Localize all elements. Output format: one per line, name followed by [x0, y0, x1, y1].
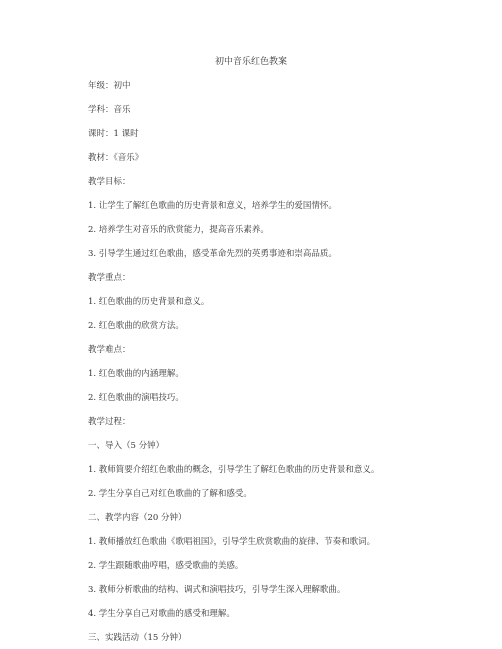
goal-item: 1. 让学生了解红色歌曲的历史背景和意义，培养学生的爱国情怀。 — [88, 201, 337, 211]
section-heading: 一、导入（5 分钟） — [88, 441, 165, 451]
step-item: 2. 学生分享自己对红色歌曲的了解和感受。 — [88, 489, 252, 499]
section-heading: 二、教学内容（20 分钟） — [88, 513, 187, 523]
difficulties-heading: 教学难点： — [88, 345, 131, 355]
difficulty-item: 1. 红色歌曲的内涵理解。 — [88, 369, 184, 379]
period-line: 课时：1 课时 — [88, 129, 139, 139]
key-point-item: 1. 红色歌曲的历史背景和意义。 — [88, 297, 210, 307]
goal-item: 2. 培养学生对音乐的欣赏能力，提高音乐素养。 — [88, 225, 269, 235]
difficulty-item: 2. 红色歌曲的演唱技巧。 — [88, 393, 184, 403]
goal-item: 3. 引导学生通过红色歌曲，感受革命先烈的英勇事迹和崇高品质。 — [88, 249, 337, 259]
goals-heading: 教学目标： — [88, 177, 131, 187]
process-heading: 教学过程： — [88, 417, 131, 427]
step-item: 2. 学生跟随歌曲哼唱，感受歌曲的美感。 — [88, 561, 244, 571]
step-item: 1. 教师播放红色歌曲《歌唱祖国》，引导学生欣赏歌曲的旋律、节奏和歌词。 — [88, 537, 376, 547]
textbook-line: 教材：《音乐》 — [88, 153, 144, 163]
step-item: 4. 学生分享自己对歌曲的感受和理解。 — [88, 609, 235, 619]
key-points-heading: 教学重点： — [88, 273, 131, 283]
document-title: 初中音乐红色教案 — [214, 57, 287, 67]
key-point-item: 2. 红色歌曲的欣赏方法。 — [88, 321, 184, 331]
section-heading: 三、实践活动（15 分钟） — [88, 633, 187, 643]
grade-line: 年级：初中 — [88, 81, 131, 91]
step-item: 3. 教师分析歌曲的结构、调式和演唱技巧，引导学生深入理解歌曲。 — [88, 585, 346, 595]
step-item: 1. 教师简要介绍红色歌曲的概念，引导学生了解红色歌曲的历史背景和意义。 — [88, 465, 380, 475]
subject-line: 学科：音乐 — [88, 105, 131, 115]
